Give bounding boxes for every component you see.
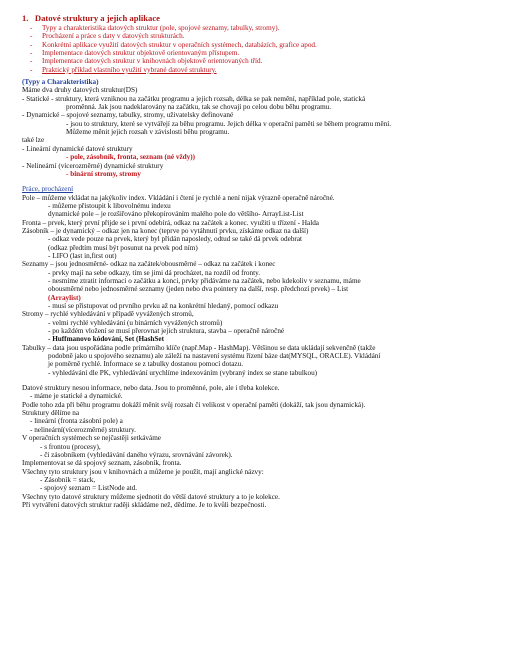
text-line: - velmi rychlé vyhledávání (u binárních vyvážených stromů) [48,318,223,327]
page-title: 1. Datové struktury a jejich aplikace [22,13,160,23]
text-line: obousměrné nebo jednosměrné seznamy (jeden nebo dva pointery na další, resp. předchozí prvek) – List [48,285,349,294]
intro-item: - Implementace datových struktur objektově orientovaným přístupem. [30,49,240,58]
text-line: - nelineární(vícerozměrné) struktury. [30,425,136,434]
text-line: podobně jako u spojového seznamu) ale záleží na nastavení systému řízení báze dat(MYSQL, ORACLE). Vkládání [48,352,381,361]
text-line: Fronta – prvek, který první přijde se i první odebírá, odkaz na začátek a konec. využití u třízení - Halda [22,218,319,227]
text-line: Implementovat se dá spojový seznam, zásobník, fronta. [22,459,182,468]
text-line: - můžeme přistoupit k libovolnému indexu [48,201,171,210]
intro-item-text: Konkrétní aplikace využití datových struktur v operačních systémech, databázích, grafice apod. [42,40,317,49]
text-line: - Lineární dynamické datové struktury [22,144,133,153]
intro-item-text: Typy a charakteristika datových struktur (pole, spojové seznamy, tabulky, stromy). [42,24,280,32]
text-line: Datové struktury nesou informace, nebo data. Jsou to proměnné, pole, ale i třeba kolekce. [22,384,280,393]
text-line: - spojový seznam = ListNode atd. [40,484,138,493]
text-line: V operačních systémech se nejčastěji setkáváme [22,434,161,443]
intro-item-text: Implementace datových struktur v knihovnách objektově orientovaných tříd. [42,57,263,66]
text-line: Seznamy – jsou jednosměrné- odkaz na začátek/obousměrné – odkaz na začátek i konec [22,260,276,269]
section-heading-types: (Typy a Charakteristika) [22,78,99,87]
text-line: proměnná. Jak jsou nadeklarovány na začátku, tak se chovají po celou dobu běhu programu. [66,103,332,112]
text-line: - LIFO (last in,first out) [48,251,117,260]
text-line: Pole – můžeme vkládat na jakýkoliv index. Vkládání i čtení je rychlé a není nijak výrazně operačně náročné. [22,193,335,202]
text-line: - jsou to struktury, které se vytvářejí za běhu programu. Jejich délka v operační paměti se během programu mění. [66,119,392,128]
text-line: - po každém vložení se musí přerovnat jejich struktura, stavba – operačně náročné [48,327,285,336]
text-line: - Dynamické – spojové seznamy, tabulky, stromy, uživatelsky definované [22,111,234,120]
text-line: Podle toho zda při běhu programu dokáží měnit svůj rozsah či velikost v operační paměti (dokáží, tak jsou dynamická). [22,400,366,409]
text-line: Můžeme měnit jejich rozsah v závislosti běhu programu. [66,128,230,137]
text-line: - odkaz vede pouze na prvek, který byl přidán naposledy, odtud se také dá prvek odebrat [48,235,303,244]
text-line: - máme je statické a dynamické. [30,392,123,401]
intro-item-text: Praktický příklad vlastního využití vybrané datové struktury. [42,65,217,74]
text-line: (Arraylist) [48,293,81,302]
text-line: Všechny tyto datové struktury můžeme sjednotit do větší datové struktury a to je kolekce. [22,492,280,501]
intro-item-text: Procházení a práce s daty v datových strukturách. [42,32,185,41]
intro-list [22,24,500,74]
text-line: Zásobník – je dynamický – odkaz jen na konec (teprve po vytáhnutí prvku, získáme odkaz na další) [22,226,309,235]
text-line: Tabulky – data jsou uspořádána podle primárního klíče (např.Map - HashMap). Většinou se data ukládají sekvenčně (takže [22,343,376,352]
text-line: - Nelineární (vícerozměrné) dynamické struktury [22,161,164,170]
text-line: je poměrně rychlé. Informace se z tabulky dostanou pomocí dotazu. [48,360,243,369]
section-heading-traversal: Práce, procházení [22,185,74,194]
text-line: - musí se přistupovat od prvního prvku až na konkrétní hledaný, pomocí odkazu [48,302,279,310]
text-line: - či zásobníkem (vyhledávání daného výrazu, srovnávání závorek). [40,450,233,459]
text-line: - Zásobník = stack, [40,475,96,484]
text-line: také lze [22,136,45,145]
text-line: Při vytváření datových struktur raději skládáme než, dědíme. Je to kvůli bezpečnosti. [22,500,267,509]
intro-item: - Typy a charakteristika datových struktur (pole, spojové seznamy, tabulky, stromy). [30,24,280,32]
text-line: - lineární (fronta zásobní pole) a [30,417,123,426]
text-line: - Huffmanovo kódování, Set (HashSet [48,335,165,344]
text-line: - vyhledávání dle PK, vyhledávání urychlíme indexováním (vybraný index se stane tabulkou) [48,368,318,377]
text-line: Máme dva druhy datových struktur(DS) [22,86,138,95]
text-line: Stromy – rychlé vyhledávání v případě vyvážených stromů, [22,310,194,319]
intro-item: - Implementace datových struktur v knihovnách objektově orientovaných tříd. [30,57,263,66]
text-line: Struktury dělíme na [22,409,80,418]
text-line: - s frontou (procesy), [40,442,101,451]
text-line: - Statické - struktury, která vzniknou na začátku programu a jejich rozsah, délka se pak nemění, například pole, statická [22,94,366,103]
text-line: - binární stromy, stromy [66,169,141,178]
text-line: (odkaz předtím musí být posunut na prvek pod ním) [48,243,198,252]
intro-item: - Procházení a práce s daty v datových strukturách. [30,32,185,41]
text-line: - nesmíme ztratit informaci o začátku a konci, prvky přidáváme na začátek, nebo kdekoliv v seznamu, máme [48,276,361,285]
text-line: dynamické pole – je rozšiřováno překopírováním malého pole do většího- ArrayList-List [48,210,304,219]
intro-item: - Konkrétní aplikace využití datových struktur v operačních systémech, databázích, grafice apod. [30,40,317,49]
document-page [22,12,500,509]
text-line: - pole, zásobník, fronta, seznam (né vždy)) [66,153,196,162]
intro-item: - Praktický příklad vlastního využití vybrané datové struktury. [30,65,217,74]
text-line: Všechny tyto struktury jsou v knihovnách a můžeme je použít, mají anglické názvy: [22,467,264,476]
intro-item-text: Implementace datových struktur objektově orientovaným přístupem. [42,49,240,58]
text-line: - prvky mají na sebe odkazy, tím se jimi dá procházet, na rozdíl od fronty. [48,268,261,277]
